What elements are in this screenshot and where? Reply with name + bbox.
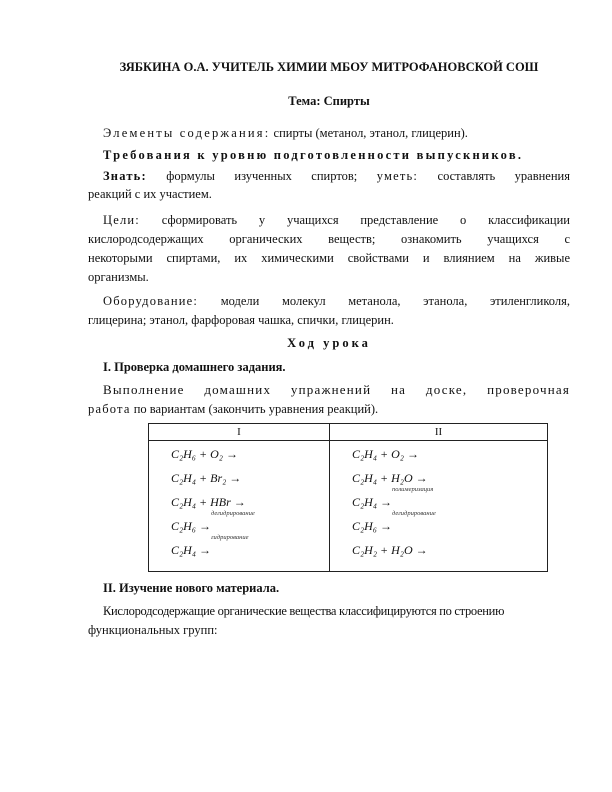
know-line [103, 167, 570, 185]
reaction-equation: дегидрирование C₂H₆ → [171, 510, 255, 533]
exercise-work-word: работа [88, 402, 131, 416]
closing-line-1: Кислородсодержащие органические вещества классифицируются по строению [103, 604, 505, 618]
variant-2-header: II [330, 424, 548, 441]
reactions-table [148, 423, 548, 572]
reaction-condition: дегидрирование [211, 510, 255, 517]
know-label: Знать: [103, 169, 147, 183]
reaction-equation: C₂H₄ + HBr → [171, 495, 246, 509]
reaction-equation: C₂H₂ + H₂O → [352, 543, 428, 557]
lesson-progress-title: Ход урока [287, 336, 371, 350]
equipment-line-2: глицерина; этанол, фарфоровая чашка, спички, глицерин. [88, 313, 394, 327]
reaction-condition: дегидрирование [392, 510, 436, 517]
goals-line-3: некоторыми спиртами, их химическими свойствами и влиянием на живые [88, 251, 570, 265]
can-label: уметь: [376, 169, 419, 183]
document-header: ЗЯБКИНА О.А. УЧИТЕЛЬ ХИМИИ МБОУ МИТРОФАНОВСКОЙ СОШ [119, 60, 539, 74]
goals-text: сформировать у учащихся представление о классификации [139, 213, 570, 227]
goals-line-4: организмы. [88, 270, 149, 284]
exercise-line-2 [88, 400, 570, 418]
can-text: составлять уравнения [418, 169, 570, 183]
reaction-condition: полимеризация [392, 486, 434, 493]
reaction-equation: гидрирование C₂H₄ → [171, 534, 249, 557]
content-elements-text: спирты (метанол, этанол, глицерин). [270, 126, 468, 140]
lesson-topic: Тема: Спирты [288, 94, 370, 108]
section-new-material: II. Изучение нового материала. [103, 581, 280, 595]
reaction-equation: C₂H₄ + Br₂ → [171, 471, 242, 485]
requirements-heading: Требования к уровню подготовленности выпускников. [103, 148, 524, 162]
goals-label: Цели: [103, 213, 140, 227]
reaction-equation: полимеризация C₂H₄ → [352, 486, 434, 509]
equipment-text: модели молекул метанола, этанола, этиленгликоля, [198, 294, 570, 308]
know-text: формулы изученных спиртов; [146, 169, 377, 183]
reaction-equation: C₂H₄ + O₂ → [352, 447, 419, 461]
reaction-equation: дегидрирование C₂H₆ → [352, 510, 436, 533]
equipment-line-1 [103, 292, 570, 310]
goals-line-2: кислородсодержащих органических веществ; ознакомить учащихся с [88, 232, 570, 246]
reaction-equation: C₂H₆ + O₂ → [171, 447, 238, 461]
closing-line-2: функциональных групп: [88, 623, 218, 637]
know-line-2: реакций с их участием. [88, 187, 212, 201]
variant-1-column [149, 441, 330, 572]
goals-line-1 [103, 211, 570, 229]
variant-1-header: I [149, 424, 330, 441]
content-elements-label: Элементы содержания: [103, 126, 271, 140]
exercise-line-1: Выполнение домашних упражнений на доске, проверочная [103, 382, 570, 397]
content-elements [103, 124, 570, 142]
exercise-line-2-text: по вариантам (закончить уравнения реакций). [130, 402, 379, 416]
variant-2-column [330, 441, 548, 572]
reaction-condition: гидрирование [211, 534, 249, 541]
reaction-equation: C₂H₄ + H₂O → [352, 471, 428, 485]
equipment-label: Оборудование: [103, 294, 199, 308]
section-homework-check: I. Проверка домашнего задания. [103, 360, 286, 374]
